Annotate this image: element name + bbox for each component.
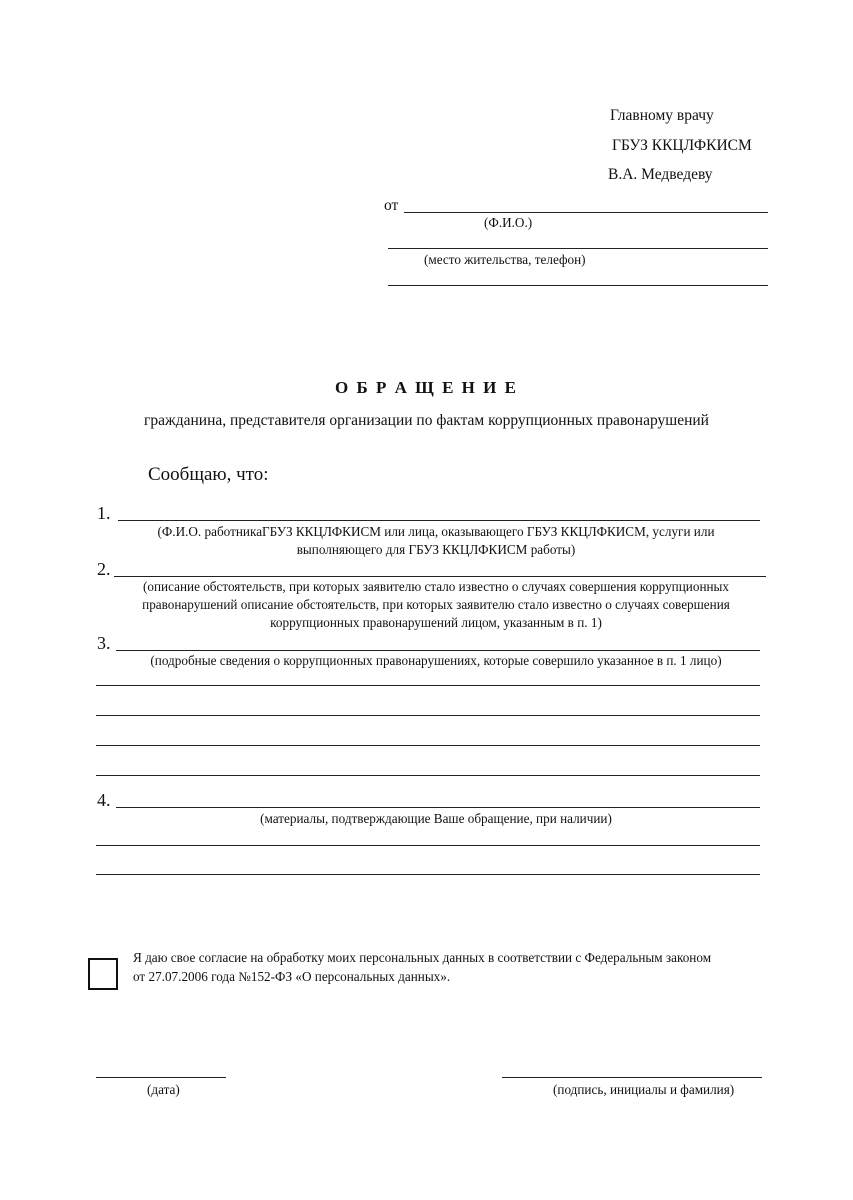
item-1-number: 1.	[97, 503, 111, 523]
addressee-line-1: Главному врачу	[610, 107, 714, 124]
signature-field-line[interactable]	[502, 1077, 762, 1078]
item-3-extra-line[interactable]	[96, 685, 760, 686]
consent-checkbox[interactable]	[88, 958, 118, 990]
item-3-field-line[interactable]	[116, 650, 760, 651]
item-1-caption: (Ф.И.О. работникаГБУЗ ККЦЛФКИСМ или лица, оказывающего ГБУЗ ККЦЛФКИСМ, услуги или выполняющего для ГБУЗ ККЦЛФКИСМ работы)	[157, 524, 715, 557]
addressee-line-2: ГБУЗ ККЦЛФКИСМ	[612, 137, 752, 154]
item-2-number: 2.	[97, 559, 111, 579]
item-3-extra-line[interactable]	[96, 775, 760, 776]
item-2-field-line[interactable]	[114, 576, 766, 577]
item-3-extra-line[interactable]	[96, 745, 760, 746]
item-4-field-line[interactable]	[116, 807, 760, 808]
fio-field-line[interactable]	[404, 212, 768, 213]
fio-caption: (Ф.И.О.)	[484, 215, 533, 230]
address-field-line[interactable]	[388, 248, 768, 249]
document-title: О Б Р А Щ Е Н И Е	[335, 378, 518, 397]
address-caption: (место жительства, телефон)	[424, 252, 586, 267]
date-field-line[interactable]	[96, 1077, 226, 1078]
item-4-extra-line[interactable]	[96, 845, 760, 846]
phone-field-line[interactable]	[388, 285, 768, 286]
consent-text: Я даю свое согласие на обработку моих персональных данных в соответствии с Федеральным законом от 27.07.2006 года №152-ФЗ «О персональных данных».	[133, 950, 712, 984]
item-4-caption: (материалы, подтверждающие Ваше обращение, при наличии)	[260, 811, 612, 826]
item-3-caption: (подробные сведения о коррупционных правонарушениях, которые совершило указанное в п. 1 лицо)	[150, 653, 722, 668]
item-2-caption: (описание обстоятельств, при которых заявителю стало известно о случаях совершения коррупционных правонарушений описание обстоятельств, при которых заявителю стало известно о случаях совершения коррупционных правонарушений лицом, указанным в п. 1)	[142, 579, 730, 630]
from-label: от	[384, 197, 399, 214]
item-4-extra-line[interactable]	[96, 874, 760, 875]
item-3-number: 3.	[97, 633, 111, 653]
addressee-line-3: В.А. Медведеву	[608, 166, 713, 183]
intro-text: Сообщаю, что:	[148, 464, 269, 485]
signature-caption: (подпись, инициалы и фамилия)	[553, 1082, 735, 1097]
item-1-field-line[interactable]	[118, 520, 760, 521]
document-subtitle: гражданина, представителя организации по фактам коррупционных правонарушений	[144, 412, 709, 429]
item-3-extra-line[interactable]	[96, 715, 760, 716]
date-caption: (дата)	[147, 1082, 180, 1097]
item-4-number: 4.	[97, 790, 111, 810]
